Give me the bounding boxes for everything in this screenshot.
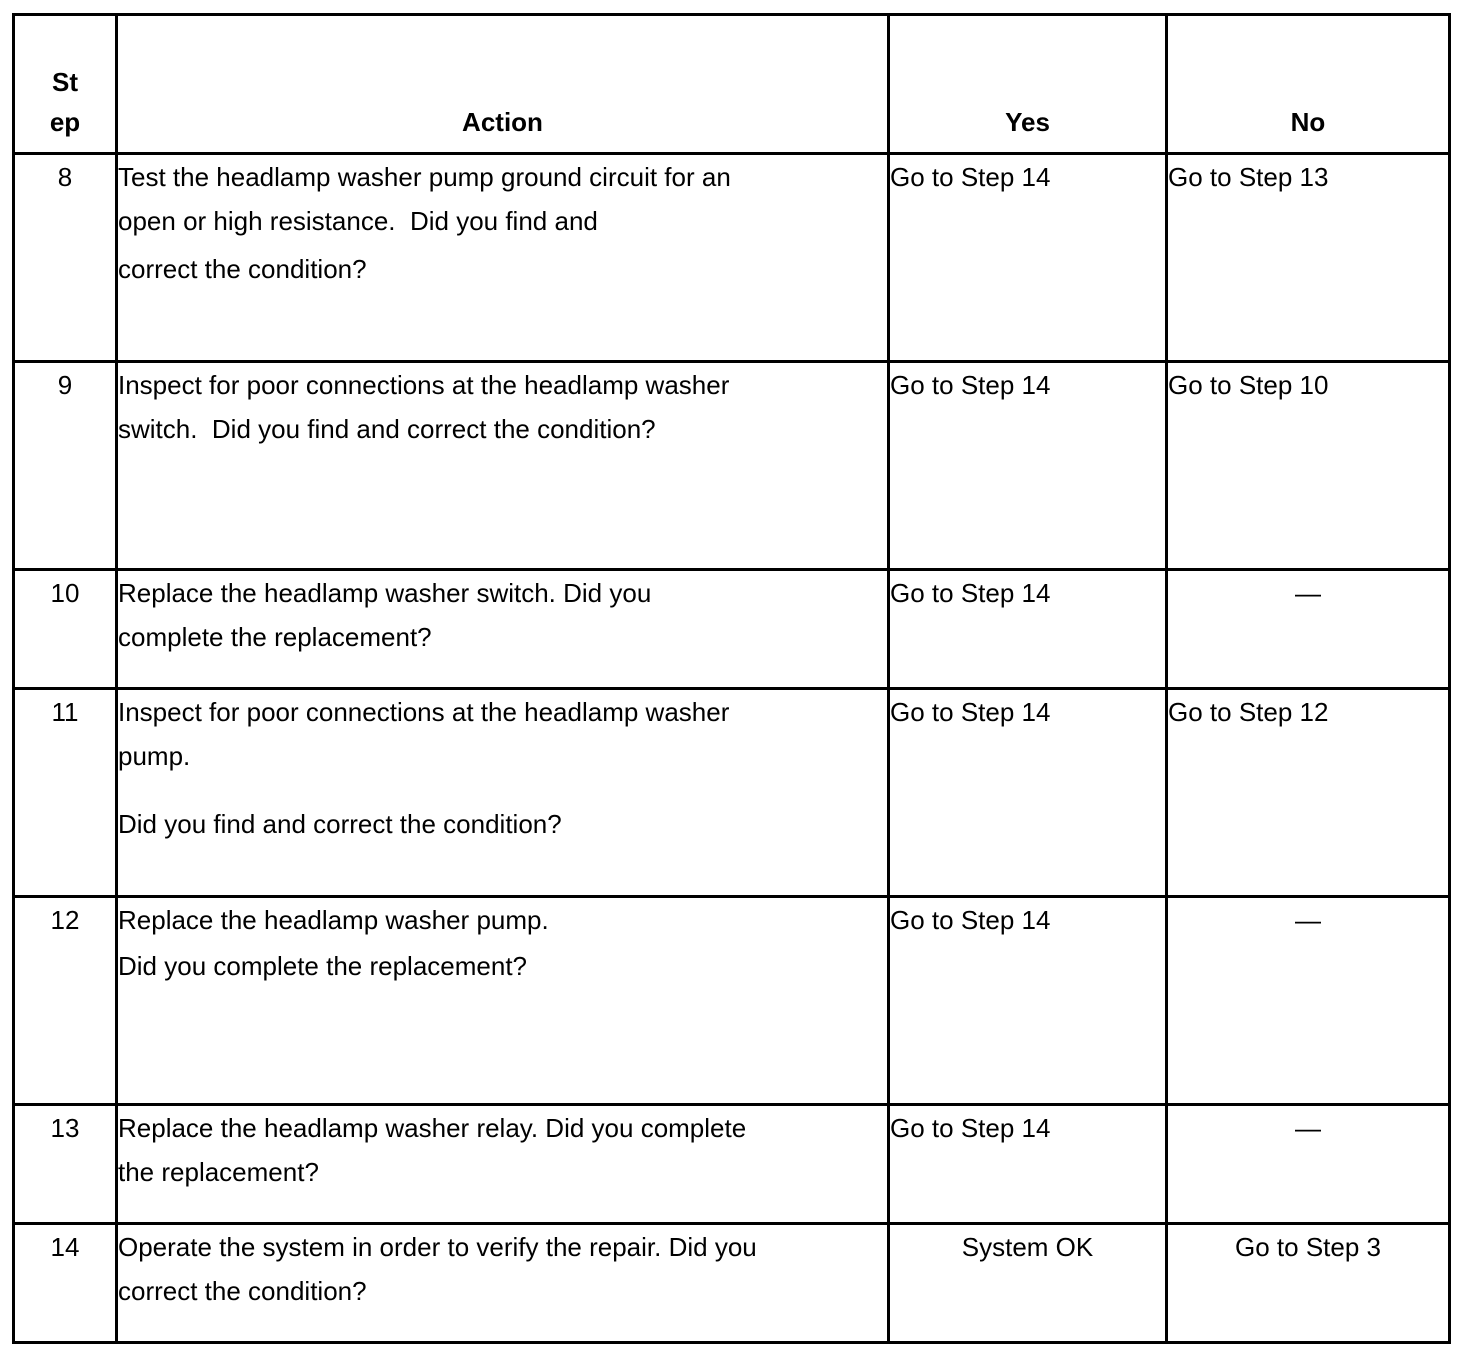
- no-result: Go to Step 13: [1167, 154, 1450, 362]
- action-text: switch. Did you find and correct the condition?: [118, 414, 656, 444]
- yes-result: Go to Step 14: [889, 897, 1167, 1105]
- step-number: 9: [14, 362, 117, 570]
- table-row: [14, 362, 1450, 570]
- step-header: St ep: [14, 15, 117, 154]
- step-number: 10: [14, 570, 117, 689]
- action-text: correct the condition?: [118, 254, 367, 284]
- yes-result: Go to Step 14: [889, 1105, 1167, 1224]
- action-cell: [117, 897, 889, 1105]
- action-cell: [117, 570, 889, 689]
- no-result: Go to Step 3: [1167, 1224, 1450, 1343]
- yes-result: Go to Step 14: [889, 362, 1167, 570]
- yes-result: Go to Step 14: [889, 570, 1167, 689]
- table-row: [14, 689, 1450, 897]
- no-result: —: [1167, 1105, 1450, 1224]
- table-row: [14, 570, 1450, 689]
- action-text: Replace the headlamp washer switch. Did you: [118, 578, 652, 608]
- action-text: complete the replacement?: [118, 622, 432, 652]
- table-row: [14, 897, 1450, 1105]
- step-number: 11: [14, 689, 117, 897]
- action-cell: [117, 362, 889, 570]
- action-text: Operate the system in order to verify the repair. Did you: [118, 1232, 757, 1262]
- action-cell: [117, 1224, 889, 1343]
- action-text: Inspect for poor connections at the headlamp washer: [118, 697, 730, 727]
- action-text: Did you complete the replacement?: [118, 951, 528, 981]
- yes-result: System OK: [889, 1224, 1167, 1343]
- step-number: 12: [14, 897, 117, 1105]
- table-row: [14, 1105, 1450, 1224]
- table-row: [14, 1224, 1450, 1343]
- yes-header: Yes: [889, 15, 1167, 154]
- action-text: pump.: [118, 741, 191, 771]
- action-text: Replace the headlamp washer relay. Did you complete: [118, 1113, 747, 1143]
- no-result: Go to Step 12: [1167, 689, 1450, 897]
- no-result: —: [1167, 897, 1450, 1105]
- action-cell: [117, 689, 889, 897]
- table-row: [14, 154, 1450, 362]
- step-number: 14: [14, 1224, 117, 1343]
- yes-result: Go to Step 14: [889, 689, 1167, 897]
- action-text: correct the condition?: [118, 1276, 367, 1306]
- action-text: the replacement?: [118, 1157, 319, 1187]
- step-number: 8: [14, 154, 117, 362]
- action-cell: [117, 1105, 889, 1224]
- no-header: No: [1167, 15, 1450, 154]
- no-result: —: [1167, 570, 1450, 689]
- no-result: Go to Step 10: [1167, 362, 1450, 570]
- action-text: Test the headlamp washer pump ground circuit for an: [118, 162, 731, 192]
- action-text: open or high resistance. Did you find and: [118, 206, 598, 236]
- step-number: 13: [14, 1105, 117, 1224]
- action-header: Action: [117, 15, 889, 154]
- action-text: Replace the headlamp washer pump.: [118, 905, 549, 935]
- diagnostic-table: [12, 13, 1451, 1344]
- yes-result: Go to Step 14: [889, 154, 1167, 362]
- action-cell: [117, 154, 889, 362]
- action-text: Inspect for poor connections at the headlamp washer: [118, 370, 730, 400]
- header-row: [14, 15, 1450, 154]
- action-question: Did you find and correct the condition?: [118, 809, 562, 839]
